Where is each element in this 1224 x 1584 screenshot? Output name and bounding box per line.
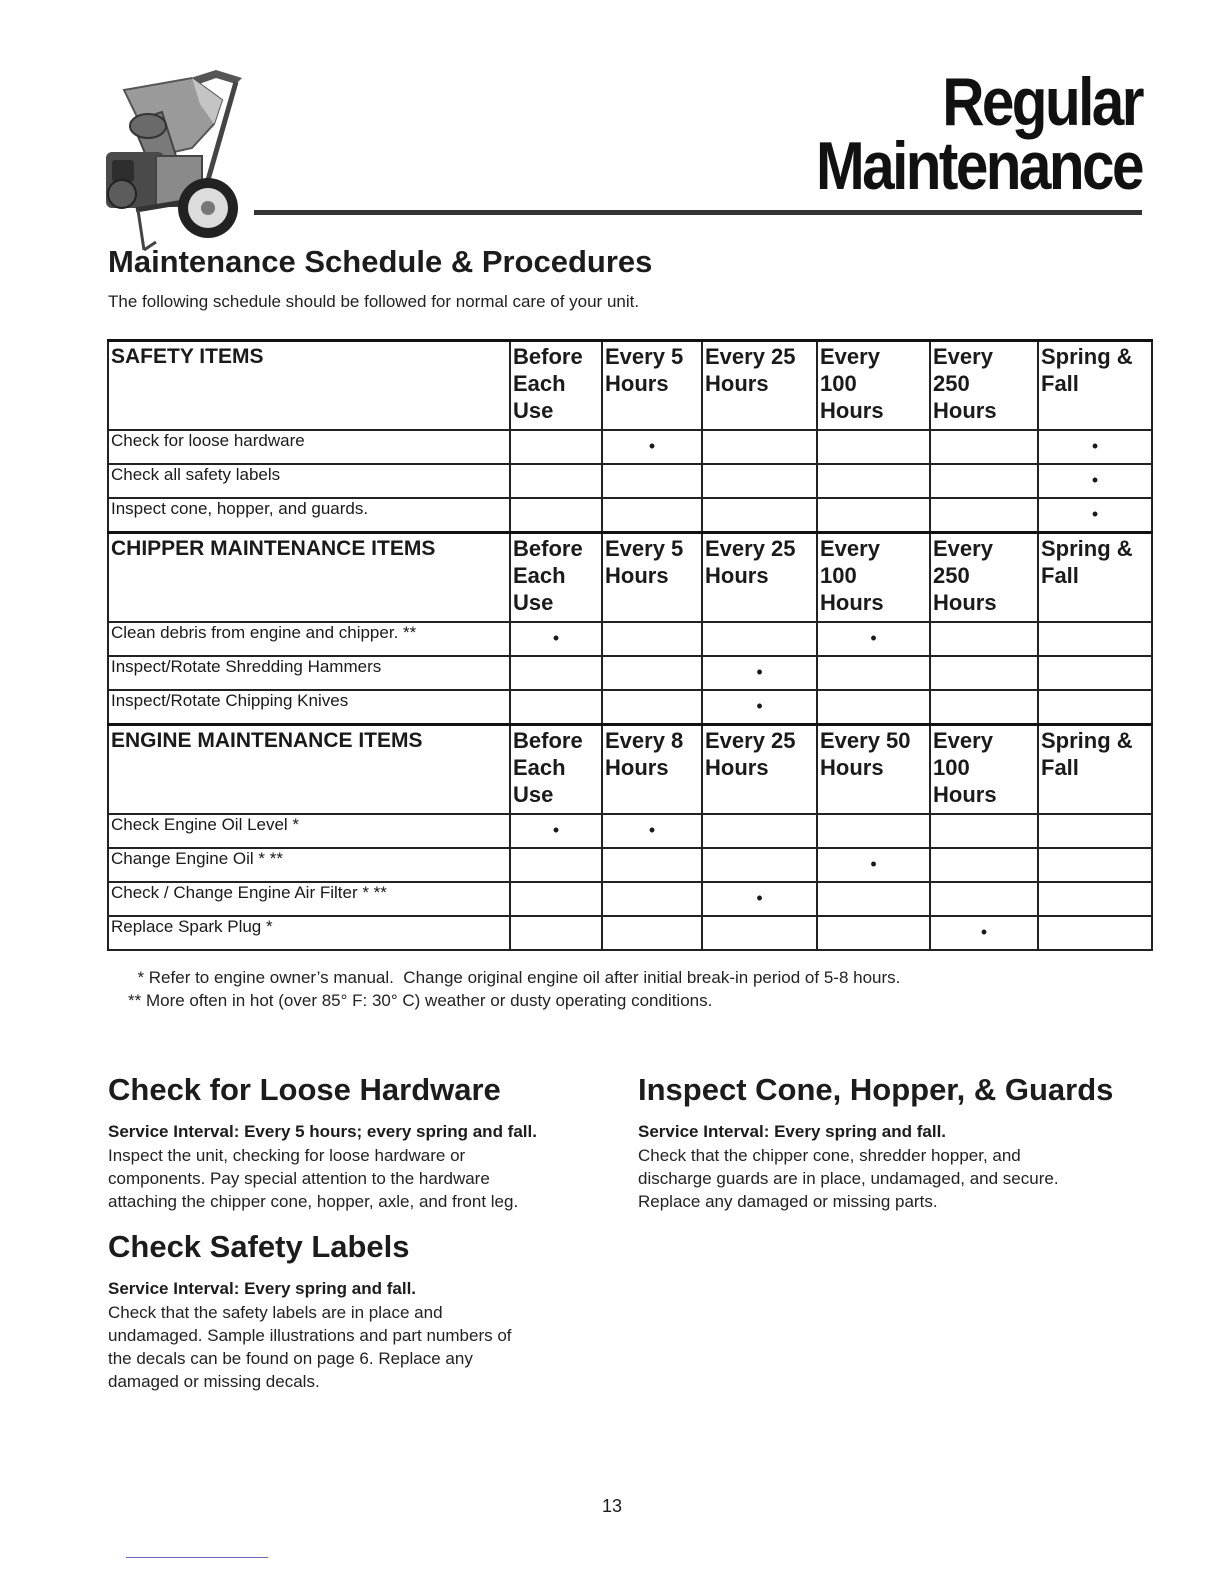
service-interval: Service Interval: Every spring and fall. xyxy=(108,1279,417,1298)
schedule-cell xyxy=(510,430,602,464)
header-divider xyxy=(254,210,1142,215)
interval-label-line: Hours xyxy=(705,755,769,780)
body-line: Inspect the unit, checking for loose hardware or xyxy=(108,1146,466,1165)
schedule-cell xyxy=(510,464,602,498)
group-title: CHIPPER MAINTENANCE ITEMS xyxy=(108,533,510,623)
schedule-cell xyxy=(702,498,817,533)
interval-label-line: Every xyxy=(933,536,993,561)
interval-label-line: Use xyxy=(513,398,554,423)
interval-label-line: Hours xyxy=(605,563,669,588)
interval-label-line: Every 8 xyxy=(605,728,684,753)
schedule-bullet: • xyxy=(817,622,930,656)
schedule-cell xyxy=(930,882,1038,916)
schedule-cell xyxy=(817,916,930,950)
schedule-bullet: • xyxy=(1038,430,1152,464)
interval-label-line: 100 xyxy=(933,755,970,780)
footnote-2: ** More often in hot (over 85° F: 30° C) weather or dusty operating conditions. xyxy=(128,991,713,1010)
maintenance-item: Check / Change Engine Air Filter * ** xyxy=(108,882,510,916)
interval-column-header xyxy=(1038,725,1152,815)
section-title: Inspect Cone, Hopper, & Guards xyxy=(638,1072,1114,1107)
maintenance-item: Inspect/Rotate Shredding Hammers xyxy=(108,656,510,690)
schedule-bullet: • xyxy=(817,848,930,882)
maintenance-item: Check Engine Oil Level * xyxy=(108,814,510,848)
schedule-group-header xyxy=(108,341,1152,431)
interval-column-header xyxy=(817,725,930,815)
body-line: discharge guards are in place, undamaged, and secure. xyxy=(638,1169,1059,1188)
body-line: Check that the chipper cone, shredder hopper, and xyxy=(638,1146,1021,1165)
schedule-cell xyxy=(930,464,1038,498)
table-row xyxy=(108,848,1152,882)
body-line: undamaged. Sample illustrations and part numbers of xyxy=(108,1326,512,1345)
maintenance-item: Inspect cone, hopper, and guards. xyxy=(108,498,510,533)
schedule-cell xyxy=(602,464,702,498)
table-row xyxy=(108,464,1152,498)
interval-label-line: Every 5 xyxy=(605,344,684,369)
schedule-cell xyxy=(602,656,702,690)
schedule-bullet: • xyxy=(702,656,817,690)
interval-label-line: Each xyxy=(513,755,566,780)
interval-column-header xyxy=(702,533,817,623)
interval-label-line: Every xyxy=(933,728,993,753)
interval-column-header xyxy=(602,533,702,623)
schedule-body xyxy=(108,341,1152,951)
interval-label-line: Every xyxy=(933,344,993,369)
schedule-cell xyxy=(930,430,1038,464)
group-title: ENGINE MAINTENANCE ITEMS xyxy=(108,725,510,815)
schedule-cell xyxy=(817,690,930,725)
interval-label-line: Hours xyxy=(820,755,884,780)
maintenance-item: Inspect/Rotate Chipping Knives xyxy=(108,690,510,725)
schedule-cell xyxy=(602,498,702,533)
schedule-cell xyxy=(817,430,930,464)
interval-label-line: Hours xyxy=(705,371,769,396)
section-title: Check for Loose Hardware xyxy=(108,1072,501,1107)
table-row xyxy=(108,882,1152,916)
schedule-cell xyxy=(930,848,1038,882)
interval-label-line: Use xyxy=(513,782,554,807)
interval-label-line: 250 xyxy=(933,563,970,588)
interval-label-line: 100 xyxy=(820,563,857,588)
interval-label-line: Every 25 xyxy=(705,536,796,561)
schedule-bullet: • xyxy=(510,814,602,848)
service-interval: Service Interval: Every spring and fall. xyxy=(638,1122,947,1141)
schedule-bullet: • xyxy=(602,814,702,848)
interval-label-line: Before xyxy=(513,536,583,561)
schedule-cell xyxy=(510,690,602,725)
schedule-cell xyxy=(602,848,702,882)
schedule-bullet: • xyxy=(702,882,817,916)
interval-column-header xyxy=(510,341,602,431)
interval-column-header xyxy=(510,725,602,815)
interval-column-header xyxy=(930,533,1038,623)
section-safety-labels xyxy=(108,1229,628,1393)
page-title-line-2: Maintenance xyxy=(816,128,1142,204)
schedule-cell xyxy=(930,498,1038,533)
table-row xyxy=(108,622,1152,656)
schedule-group-header xyxy=(108,533,1152,623)
table-row xyxy=(108,916,1152,950)
interval-label-line: Each xyxy=(513,371,566,396)
schedule-cell xyxy=(930,814,1038,848)
schedule-cell xyxy=(602,916,702,950)
schedule-cell xyxy=(702,916,817,950)
interval-column-header xyxy=(602,725,702,815)
interval-column-header xyxy=(702,341,817,431)
schedule-cell xyxy=(602,622,702,656)
schedule-group-header xyxy=(108,725,1152,815)
interval-label-line: Hours xyxy=(933,590,997,615)
section-heading: Maintenance Schedule & Procedures xyxy=(108,244,653,279)
schedule-cell xyxy=(602,882,702,916)
interval-label-line: Every 5 xyxy=(605,536,684,561)
schedule-bullet: • xyxy=(602,430,702,464)
intro-text: The following schedule should be followed for normal care of your unit. xyxy=(108,292,640,311)
maintenance-item: Replace Spark Plug * xyxy=(108,916,510,950)
schedule-cell xyxy=(602,690,702,725)
interval-column-header xyxy=(1038,533,1152,623)
interval-label-line: Each xyxy=(513,563,566,588)
schedule-bullet: • xyxy=(1038,498,1152,533)
interval-label-line: Every 25 xyxy=(705,344,796,369)
interval-column-header xyxy=(817,533,930,623)
schedule-cell xyxy=(1038,916,1152,950)
table-row xyxy=(108,656,1152,690)
schedule-cell xyxy=(702,464,817,498)
schedule-cell xyxy=(930,690,1038,725)
interval-label-line: Every 50 xyxy=(820,728,911,753)
interval-label-line: Hours xyxy=(605,371,669,396)
body-line: attaching the chipper cone, hopper, axle, and front leg. xyxy=(108,1192,519,1211)
schedule-cell xyxy=(1038,882,1152,916)
maintenance-item: Clean debris from engine and chipper. ** xyxy=(108,622,510,656)
interval-label-line: Before xyxy=(513,728,583,753)
schedule-cell xyxy=(817,498,930,533)
schedule-cell xyxy=(510,656,602,690)
interval-column-header xyxy=(930,341,1038,431)
section-cone-hopper-guards xyxy=(638,1072,1158,1213)
schedule-cell xyxy=(702,622,817,656)
interval-label-line: Every xyxy=(820,344,880,369)
schedule-cell xyxy=(1038,690,1152,725)
interval-label-line: 100 xyxy=(820,371,857,396)
interval-label-line: Hours xyxy=(933,782,997,807)
schedule-cell xyxy=(1038,622,1152,656)
schedule-cell xyxy=(817,656,930,690)
schedule-cell xyxy=(817,814,930,848)
interval-column-header xyxy=(1038,341,1152,431)
body-line: the decals can be found on page 6. Replace any xyxy=(108,1349,473,1368)
schedule-cell xyxy=(817,464,930,498)
interval-label-line: Hours xyxy=(820,398,884,423)
interval-label-line: Every xyxy=(820,536,880,561)
schedule-bullet: • xyxy=(930,916,1038,950)
interval-label-line: Hours xyxy=(820,590,884,615)
schedule-cell xyxy=(510,848,602,882)
section-title: Check Safety Labels xyxy=(108,1229,410,1264)
schedule-cell xyxy=(510,498,602,533)
interval-label-line: Hours xyxy=(933,398,997,423)
maintenance-schedule-table xyxy=(107,339,1153,951)
interval-label-line: Every 25 xyxy=(705,728,796,753)
schedule-cell xyxy=(930,656,1038,690)
footnotes xyxy=(128,966,900,1012)
interval-label-line: Fall xyxy=(1041,755,1079,780)
interval-column-header xyxy=(510,533,602,623)
bottom-divider xyxy=(126,1557,268,1558)
schedule-bullet: • xyxy=(702,690,817,725)
body-line: Check that the safety labels are in place and xyxy=(108,1303,443,1322)
section-loose-hardware xyxy=(108,1072,628,1213)
schedule-cell xyxy=(1038,656,1152,690)
interval-label-line: Fall xyxy=(1041,371,1079,396)
schedule-cell xyxy=(1038,848,1152,882)
schedule-cell xyxy=(1038,814,1152,848)
schedule-cell xyxy=(510,882,602,916)
group-title: SAFETY ITEMS xyxy=(108,341,510,431)
schedule-cell xyxy=(702,814,817,848)
maintenance-item: Change Engine Oil * ** xyxy=(108,848,510,882)
chipper-shredder-icon xyxy=(96,60,256,256)
schedule-cell xyxy=(702,848,817,882)
schedule-cell xyxy=(510,916,602,950)
interval-label-line: Spring & xyxy=(1041,536,1133,561)
page-title-line-1: Regular xyxy=(942,64,1142,140)
table-row xyxy=(108,498,1152,533)
page-number: 13 xyxy=(601,1496,623,1516)
schedule-bullet: • xyxy=(1038,464,1152,498)
section-body xyxy=(638,1144,1158,1213)
table-row xyxy=(108,690,1152,725)
interval-label-line: Hours xyxy=(705,563,769,588)
body-line: components. Pay special attention to the hardware xyxy=(108,1169,490,1188)
body-line: Replace any damaged or missing parts. xyxy=(638,1192,938,1211)
interval-label-line: 250 xyxy=(933,371,970,396)
body-line: damaged or missing decals. xyxy=(108,1372,320,1391)
schedule-cell xyxy=(817,882,930,916)
interval-column-header xyxy=(602,341,702,431)
interval-label-line: Use xyxy=(513,590,554,615)
page-title xyxy=(763,64,1142,204)
schedule-bullet: • xyxy=(510,622,602,656)
maintenance-item: Check for loose hardware xyxy=(108,430,510,464)
interval-column-header xyxy=(817,341,930,431)
interval-label-line: Fall xyxy=(1041,563,1079,588)
schedule-cell xyxy=(930,622,1038,656)
interval-label-line: Hours xyxy=(605,755,669,780)
service-interval: Service Interval: Every 5 hours; every spring and fall. xyxy=(108,1122,537,1141)
section-body xyxy=(108,1144,628,1213)
interval-column-header xyxy=(702,725,817,815)
interval-column-header xyxy=(930,725,1038,815)
interval-label-line: Before xyxy=(513,344,583,369)
maintenance-item: Check all safety labels xyxy=(108,464,510,498)
table-row xyxy=(108,430,1152,464)
section-body xyxy=(108,1301,628,1393)
table-row xyxy=(108,814,1152,848)
footnote-1: * Refer to engine owner’s manual. Change original engine oil after initial break-in period of 5-8 hours. xyxy=(128,968,901,987)
schedule-cell xyxy=(702,430,817,464)
interval-label-line: Spring & xyxy=(1041,728,1133,753)
interval-label-line: Spring & xyxy=(1041,344,1133,369)
